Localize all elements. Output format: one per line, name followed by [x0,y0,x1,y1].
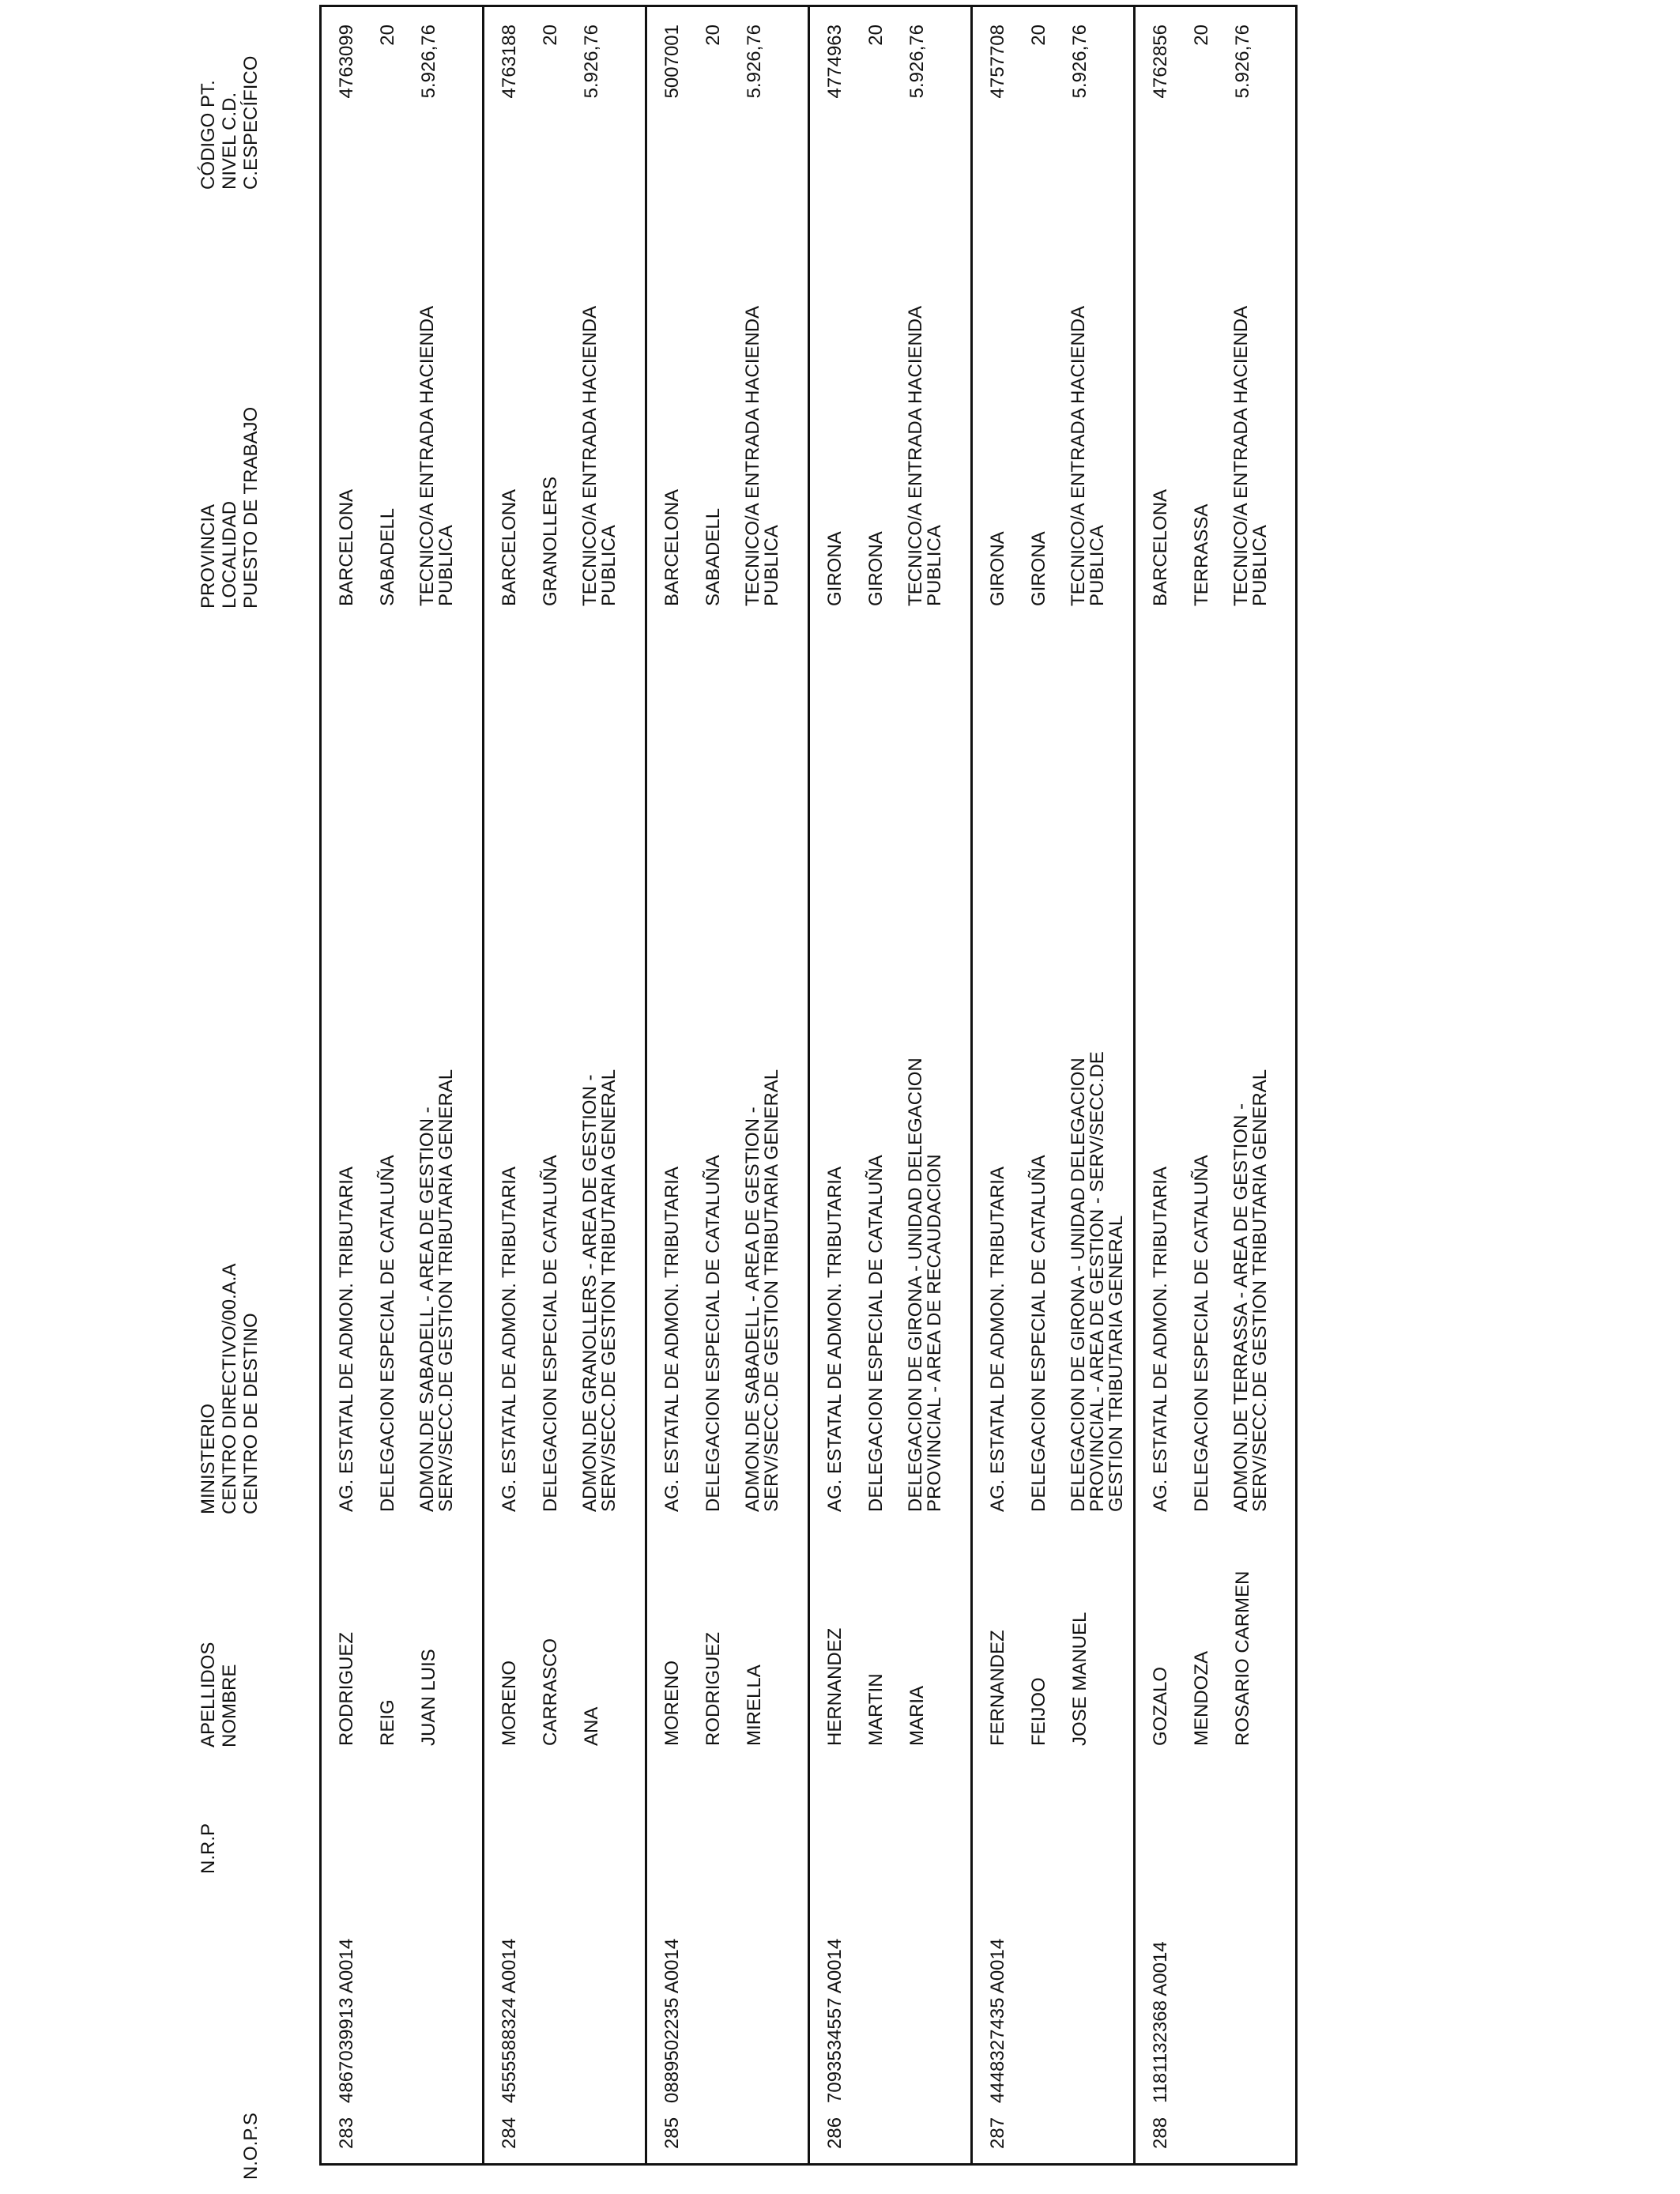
localidad-value: GIRONA [1028,531,1049,606]
name-value: RODRIGUEZ [336,1632,357,1746]
name-value: REIG [377,1699,398,1746]
ministerio-value: AG. ESTATAL DE ADMON. TRIBUTARIA [987,1167,1008,1512]
header-nops [198,2113,262,2180]
header-codigo [198,56,262,190]
codigo-value: 4774963 [824,25,846,99]
nops-value: 287 [987,2117,1008,2149]
centro-destino-value: ADMON.DE SABADELL - AREA DE GESTION - SERV/SECC.DE GESTION TRIBUTARIA GENERAL [416,1069,457,1512]
ministerio-value: AG. ESTATAL DE ADMON. TRIBUTARIA [336,1167,357,1512]
header-nivel-label: NIVEL C.D. [219,92,240,190]
ministerio-value: AG. ESTATAL DE ADMON. TRIBUTARIA [499,1167,520,1512]
table-row [810,7,973,2163]
header-nombre-label: NOMBRE [219,1664,240,1747]
especifico-value: 5.926,76 [906,25,928,99]
nivel-value: 20 [540,25,561,46]
header-centro-destino-label: CENTRO DE DESTINO [240,1313,262,1514]
ministerio-value: AG. ESTATAL DE ADMON. TRIBUTARIA [661,1167,683,1512]
centro-destino-value: ADMON.DE SABADELL - AREA DE GESTION - SERV/SECC.DE GESTION TRIBUTARIA GENERAL [742,1069,782,1512]
name-value: MORENO [499,1661,520,1746]
localidad-value: GIRONA [865,531,887,606]
ministerio-value: AG. ESTATAL DE ADMON. TRIBUTARIA [1150,1167,1171,1512]
nrp-value: 4555588324 A0014 [499,1938,520,2103]
name-value: MENDOZA [1191,1651,1212,1746]
header-nrp [198,1823,219,1874]
header-ministerio-label: MINISTERIO [198,1403,219,1514]
header-nrp-label: N.R.P [198,1823,219,1874]
especifico-value: 5.926,76 [1232,25,1253,99]
name-value: MORENO [661,1661,683,1746]
puesto-value: TECNICO/A ENTRADA HACIENDA PUBLICA [1230,307,1271,606]
name-value: RODRIGUEZ [703,1632,724,1746]
nrp-value: 4448327435 A0014 [987,1938,1008,2103]
table-row [322,7,484,2163]
nrp-value: 1181132368 A0014 [1150,1941,1171,2103]
especifico-value: 5.926,76 [744,25,765,99]
codigo-value: 4763099 [336,25,357,99]
nrp-value: 0889502235 A0014 [661,1938,683,2103]
nops-value: 284 [499,2117,520,2149]
name-value: MIRELLA [744,1664,765,1746]
provincia-value: BARCELONA [499,488,520,606]
header-puesto-label: PUESTO DE TRABAJO [240,406,262,609]
centro-destino-value: ADMON.DE TERRASSA - AREA DE GESTION - SERV/SECC.DE GESTION TRIBUTARIA GENERAL [1230,1069,1271,1512]
especifico-value: 5.926,76 [581,25,602,99]
nivel-value: 20 [865,25,887,46]
name-value: JOSE MANUEL [1069,1612,1090,1746]
table-row [973,7,1136,2163]
nops-value: 286 [824,2117,846,2149]
centro-directivo-value: DELEGACION ESPECIAL DE CATALUÑA [703,1155,724,1512]
header-apellidos [198,1642,240,1747]
nivel-value: 20 [1028,25,1049,46]
centro-destino-value: ADMON.DE GRANOLLERS - AREA DE GESTION - SERV/SECC.DE GESTION TRIBUTARIA GENERAL [579,1069,620,1512]
centro-directivo-value: DELEGACION ESPECIAL DE CATALUÑA [1191,1155,1212,1512]
centro-directivo-value: DELEGACION ESPECIAL DE CATALUÑA [1028,1155,1049,1512]
nops-value: 283 [336,2117,357,2149]
provincia-value: GIRONA [824,531,846,606]
provincia-value: BARCELONA [1150,488,1171,606]
nivel-value: 20 [1191,25,1212,46]
localidad-value: SABADELL [703,507,724,606]
header-apellidos-label: APELLIDOS [198,1642,219,1747]
especifico-value: 5.926,76 [418,25,439,99]
table-row [647,7,810,2163]
nivel-value: 20 [703,25,724,46]
header-especifico-label: C.ESPECÍFICO [240,55,262,190]
ministerio-value: AG. ESTATAL DE ADMON. TRIBUTARIA [824,1167,846,1512]
centro-destino-value: DELEGACION DE GIRONA - UNIDAD DELEGACION PROVINCIAL - AREA DE RECAUDACION [905,1057,945,1512]
especifico-value: 5.926,76 [1069,25,1090,99]
centro-directivo-value: DELEGACION ESPECIAL DE CATALUÑA [865,1155,887,1512]
table-row [1136,7,1298,2163]
nrp-value: 7093534557 A0014 [824,1938,846,2103]
puesto-value: TECNICO/A ENTRADA HACIENDA PUBLICA [742,307,782,606]
name-value: JUAN LUIS [418,1649,439,1746]
table-header [198,0,300,2194]
localidad-value: GRANOLLERS [540,476,561,606]
nops-value: 288 [1150,2117,1171,2149]
codigo-value: 5007001 [661,25,683,99]
puesto-value: TECNICO/A ENTRADA HACIENDA PUBLICA [416,307,457,606]
puesto-value: TECNICO/A ENTRADA HACIENDA PUBLICA [905,307,945,606]
localidad-value: SABADELL [377,507,398,606]
name-value: ANA [581,1706,602,1746]
puesto-value: TECNICO/A ENTRADA HACIENDA PUBLICA [1068,307,1108,606]
records-table [319,5,1298,2166]
header-codigo-label: CÓDIGO PT. [198,80,219,190]
table-row [484,7,647,2163]
codigo-value: 4757708 [987,25,1008,99]
header-ministerio [198,1264,262,1514]
nrp-value: 4867039913 A0014 [336,1938,357,2103]
name-value: ROSARIO CARMEN [1232,1570,1253,1746]
name-value: FEIJOO [1028,1677,1049,1746]
centro-destino-value: DELEGACION DE GIRONA - UNIDAD DELEGACION PROVINCIAL - AREA DE GESTION - SERV/SECC.DE GESTION TRIBUTARIA GENERAL [1068,1051,1127,1512]
nops-value: 285 [661,2117,683,2149]
header-provincia-label: PROVINCIA [198,503,219,609]
provincia-value: GIRONA [987,531,1008,606]
provincia-value: BARCELONA [336,488,357,606]
name-value: MARIA [906,1685,928,1746]
name-value: FERNANDEZ [987,1630,1008,1746]
header-provincia [198,407,262,609]
header-centro-directivo-label: CENTRO DIRECTIVO/00.A.A [219,1263,240,1514]
centro-directivo-value: DELEGACION ESPECIAL DE CATALUÑA [540,1155,561,1512]
centro-directivo-value: DELEGACION ESPECIAL DE CATALUÑA [377,1155,398,1512]
codigo-value: 4762856 [1150,25,1171,99]
name-value: GOZALO [1150,1666,1171,1746]
name-value: MARTIN [865,1673,887,1746]
provincia-value: BARCELONA [661,488,683,606]
puesto-value: TECNICO/A ENTRADA HACIENDA PUBLICA [579,307,620,606]
localidad-value: TERRASSA [1191,503,1212,606]
name-value: HERNANDEZ [824,1627,846,1746]
codigo-value: 4763188 [499,25,520,99]
nivel-value: 20 [377,25,398,46]
header-nops-label: N.O.P.S [240,2113,262,2180]
name-value: CARRASCO [540,1638,561,1746]
header-localidad-label: LOCALIDAD [219,500,240,609]
